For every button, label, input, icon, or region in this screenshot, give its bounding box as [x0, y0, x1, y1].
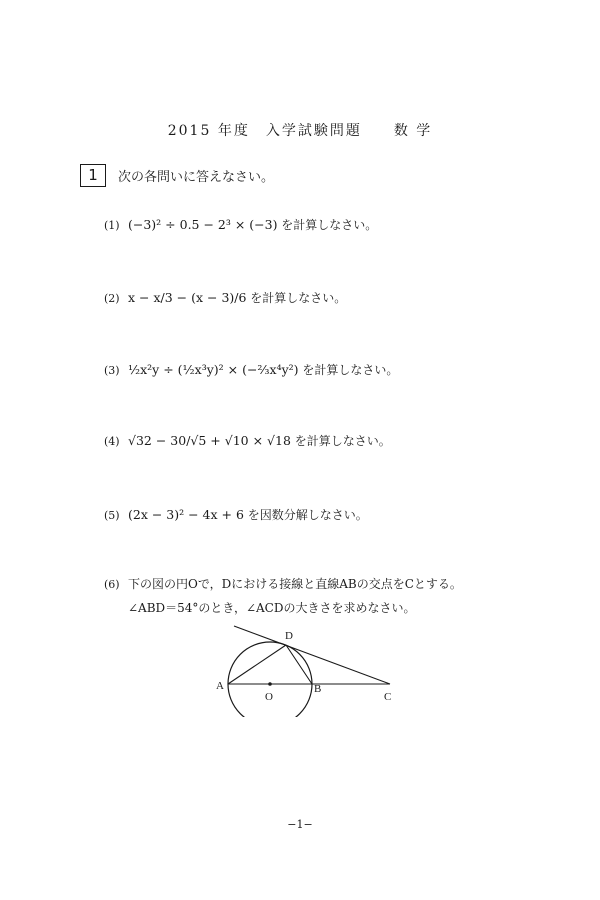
tangent-line — [234, 626, 390, 684]
section-instruction: 次の各問いに答えなさい。 — [118, 170, 275, 185]
question-expression: √32 − 30/√5 + √10 × √18 — [128, 433, 291, 448]
question-instruction: 下の図の円Oで，Dにおける接線と直線ABの交点をCとする。 — [128, 577, 462, 591]
question-number: (1) — [104, 219, 120, 232]
question-instruction: を因数分解しなさい。 — [243, 508, 368, 522]
question-expression: (2x − 3)² − 4x + 6 — [128, 507, 244, 522]
question-4 — [104, 432, 391, 449]
question-6-line-2: ∠ABD＝54°のとき，∠ACDの大きさを求めなさい。 — [128, 601, 416, 615]
page-title: 2015 年度 入学試験問題 数 学 — [167, 123, 433, 139]
label-a: A — [216, 680, 224, 692]
question-number: (4) — [104, 435, 120, 448]
label-b: B — [314, 683, 322, 695]
question-expression: x − x/3 − (x − 3)/6 — [128, 290, 247, 305]
question-1 — [104, 216, 377, 233]
center-point — [268, 682, 272, 686]
question-6 — [104, 575, 462, 592]
question-expression: (−3)² ÷ 0.5 − 2³ × (−3) — [128, 217, 278, 232]
section-number-box: 1 — [80, 164, 106, 187]
chord-ad — [228, 645, 286, 684]
page-number: −1− — [287, 818, 313, 831]
question-number: (5) — [104, 509, 120, 522]
circle-o — [228, 642, 312, 717]
question-instruction: を計算しなさい。 — [298, 363, 399, 377]
question-number: (2) — [104, 292, 120, 305]
question-instruction: を計算しなさい。 — [246, 291, 347, 305]
chord-bd — [286, 645, 312, 684]
question-expression: ½x²y ÷ (½x³y)² × (−⅔x⁴y²) — [128, 362, 299, 377]
label-o: O — [265, 691, 273, 703]
question-instruction: を計算しなさい。 — [277, 218, 378, 232]
question-2 — [104, 289, 346, 306]
question-instruction: を計算しなさい。 — [290, 434, 391, 448]
label-d: D — [285, 630, 293, 642]
question-5 — [104, 506, 368, 523]
question-number: (6) — [104, 578, 120, 591]
circle-tangent-figure — [210, 622, 410, 717]
question-3 — [104, 361, 398, 378]
question-number: (3) — [104, 364, 120, 377]
label-c: C — [384, 691, 392, 703]
